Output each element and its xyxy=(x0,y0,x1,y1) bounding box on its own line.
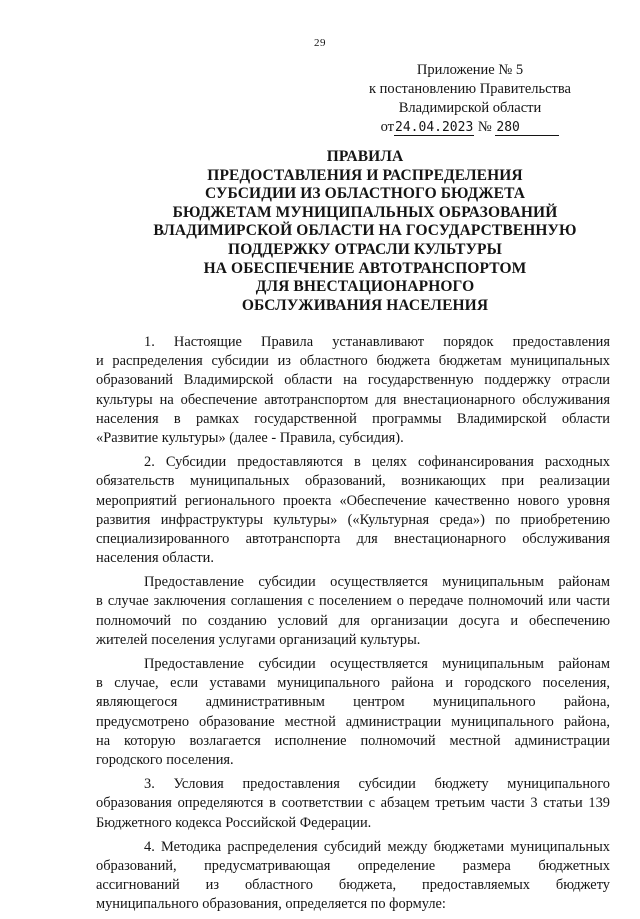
paragraph-line: населения в рамках государственной программы Владимирской области xyxy=(96,410,610,427)
paragraph-line: мероприятий регионального проекта «Обеспечение качественно нового уровня xyxy=(96,492,610,509)
paragraph-line: городского поселения. xyxy=(96,751,234,768)
decree-prefix: от xyxy=(380,119,395,135)
appendix-line: к постановлению Правительства xyxy=(369,81,571,97)
appendix-line: Владимирской области xyxy=(398,100,542,116)
paragraph xyxy=(96,573,610,650)
title-line: ВЛАДИМИРСКОЙ ОБЛАСТИ НА ГОСУДАРСТВЕННУЮ xyxy=(153,222,577,240)
paragraph-line: специализированного автотранспорта для внестационарного обслуживания xyxy=(96,530,610,547)
paragraph-line: «Развитие культуры» (далее - Правила, субсидия). xyxy=(96,429,404,446)
title-line: БЮДЖЕТАМ МУНИЦИПАЛЬНЫХ ОБРАЗОВАНИЙ xyxy=(172,203,558,221)
page-number: 29 xyxy=(314,37,326,49)
paragraph-line: предусмотрено образование местной администрации муниципального района, xyxy=(96,713,610,730)
paragraph-line: являющегося административным центром муниципального района, xyxy=(96,694,610,711)
title-line: ПОДДЕРЖКУ ОТРАСЛИ КУЛЬТУРЫ xyxy=(228,240,502,258)
paragraph-line: Бюджетного кодекса Российской Федерации. xyxy=(96,814,372,831)
paragraph-line: в случае, если уставами муниципального района и городского поселения, xyxy=(96,675,610,692)
paragraph-line: на которую возлагается исполнение полномочий местной администрации xyxy=(96,732,610,749)
paragraph-line: муниципального образования, определяется по формуле: xyxy=(96,896,446,913)
appendix-header xyxy=(340,61,600,137)
title-line: СУБСИДИИ ИЗ ОБЛАСТНОГО БЮДЖЕТА xyxy=(204,185,526,203)
paragraph-line: образования определяются в соответствии с абзацем третьим части 3 статьи 139 xyxy=(96,795,610,812)
decree-date: 24.04.2023 xyxy=(395,120,474,135)
paragraph-line: Предоставление субсидии осуществляется муниципальным районам xyxy=(144,656,610,672)
title-line: ПРАВИЛА xyxy=(326,148,404,165)
paragraph-line: в случае заключения соглашения с поселением о передаче полномочий или части xyxy=(96,593,610,610)
paragraph-line: 2. Субсидии предоставляются в целях софинансирования расходных xyxy=(144,454,610,471)
decree-reference xyxy=(340,118,600,137)
paragraph-line: и распределения субсидии из областного бюджета бюджетам муниципальных xyxy=(96,353,610,370)
title-line: ОБСЛУЖИВАНИЯ НАСЕЛЕНИЯ xyxy=(241,296,489,314)
paragraph-line: 4. Методика распределения субсидий между бюджетами муниципальных xyxy=(144,838,610,855)
paragraph-line: 1. Настоящие Правила устанавливают порядок предоставления xyxy=(144,334,610,350)
paragraph-line: Предоставление субсидии осуществляется муниципальным районам xyxy=(144,574,610,591)
paragraph-line: ассигнований из областного бюджета, предоставляемых бюджету xyxy=(96,877,610,894)
appendix-line: Приложение № 5 xyxy=(416,62,524,78)
paragraph-line: образований, предусматривающая определение размера бюджетных xyxy=(96,857,610,874)
paragraph xyxy=(96,453,610,568)
paragraph xyxy=(96,655,610,770)
paragraph xyxy=(96,838,610,915)
paragraph-line: 3. Условия предоставления субсидии бюджету муниципального xyxy=(144,776,610,793)
title-line: ПРЕДОСТАВЛЕНИЯ И РАСПРЕДЕЛЕНИЯ xyxy=(207,166,523,184)
decree-number: 280 xyxy=(495,120,559,136)
paragraph-line: обязательств муниципальных образований, возникающих при реализации xyxy=(96,473,610,490)
paragraph-line: культуры на обеспечение автотранспортом для внестационарного обслуживания xyxy=(96,391,610,408)
document-body xyxy=(96,333,610,919)
paragraph xyxy=(96,333,610,448)
paragraph-line: образований Владимирской области на государственную поддержку отрасли xyxy=(96,372,610,389)
document-title xyxy=(100,148,630,315)
title-line: НА ОБЕСПЕЧЕНИЕ АВТОТРАНСПОРТОМ xyxy=(203,259,527,277)
paragraph xyxy=(96,775,610,833)
title-line: ДЛЯ ВНЕСТАЦИОНАРНОГО xyxy=(255,278,475,296)
paragraph-line: развития инфраструктуры культуры» («Культурная среда») по приобретению xyxy=(96,511,610,528)
paragraph-line: полномочий по созданию условий для организации досуга и обеспечению xyxy=(96,612,610,629)
paragraph-line: жителей поселения услугами организаций культуры. xyxy=(96,631,421,648)
decree-number-prefix: № xyxy=(477,119,492,135)
paragraph-line: населения области. xyxy=(96,550,214,567)
